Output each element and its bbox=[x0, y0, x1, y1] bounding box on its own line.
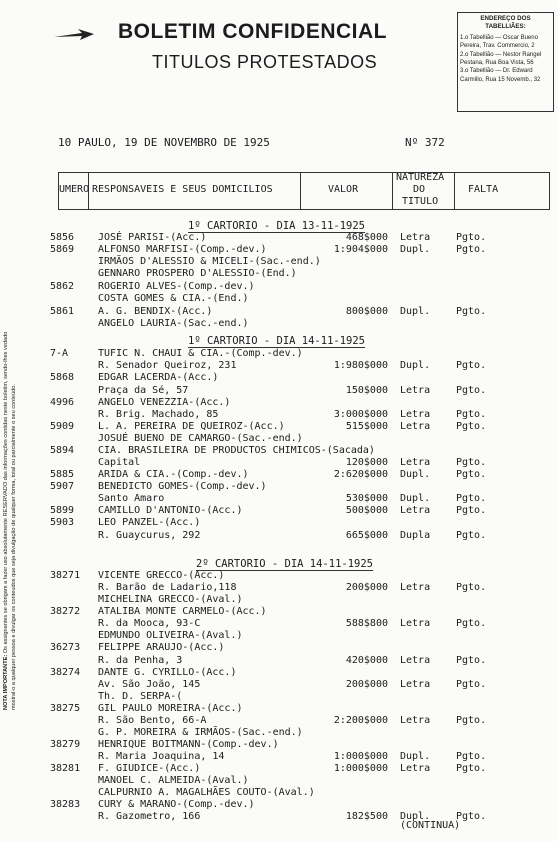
row-nature: Letra bbox=[400, 409, 431, 420]
row-reason: Pgto. bbox=[456, 618, 487, 629]
row-name: DANTE G. CYRILLO-(Acc.) bbox=[98, 667, 237, 678]
row-number: 5861 bbox=[50, 306, 75, 317]
row-name: CALPURNIO A. MAGALHÃES COUTO-(Aval.) bbox=[98, 787, 315, 798]
row-number: 5868 bbox=[50, 372, 75, 383]
table-row bbox=[0, 679, 558, 690]
row-value: 182$500 bbox=[345, 811, 388, 822]
row-reason: Pgto. bbox=[456, 385, 487, 396]
bulletin-title: BOLETIM CONFIDENCIAL bbox=[118, 20, 387, 43]
table-row bbox=[0, 481, 558, 492]
row-name: R. Guaycurus, 292 bbox=[98, 530, 201, 541]
row-value: 120$000 bbox=[345, 457, 388, 468]
arrow-icon bbox=[52, 28, 96, 42]
row-nature: Letra bbox=[400, 763, 431, 774]
row-name: BENEDICTO GOMES-(Comp.-dev.) bbox=[98, 481, 267, 492]
header-natureza: NATUREZA bbox=[396, 172, 445, 183]
row-value: 3:000$000 bbox=[333, 409, 388, 420]
side-notice-text-2: mostral-o a qualquer pessoa e divulgar os conteudos que seja divulgação de qualquer forma, total ou parcialmente o seu conteúdo. bbox=[11, 384, 17, 710]
row-name: R. da Mooca, 93-C bbox=[98, 618, 201, 629]
row-nature: Letra bbox=[400, 582, 431, 593]
row-number: 4996 bbox=[50, 397, 75, 408]
registry-title: ENDEREÇO DOS TABELLIÃES: bbox=[480, 15, 531, 31]
row-name: G. P. MOREIRA & IRMÃOS-(Sac.-end.) bbox=[98, 727, 303, 738]
row-number: 5862 bbox=[50, 281, 75, 292]
row-number: 5907 bbox=[50, 481, 75, 492]
registry-line: Pestana, Rua Boa Vista, 56 bbox=[460, 60, 534, 67]
continues-label: (CONTINUA) bbox=[400, 820, 461, 831]
row-number: 38274 bbox=[50, 667, 81, 678]
bulletin-number: Nº 372 bbox=[405, 136, 445, 149]
row-reason: Pgto. bbox=[456, 493, 487, 504]
table-row bbox=[0, 787, 558, 798]
row-reason: Pgto. bbox=[456, 409, 487, 420]
row-nature: Letra bbox=[400, 385, 431, 396]
header-falta: FALTA bbox=[468, 184, 499, 195]
row-reason: Pgto. bbox=[456, 232, 487, 243]
row-reason: Pgto. bbox=[456, 679, 487, 690]
side-notice-text-1: Os assignantes se obrigam a fazer uso absolutamente RESERVADO das informações contidas neste boletim, sendo-lhes vedado bbox=[3, 331, 9, 654]
side-notice-label: NOTA IMPORTANTE: bbox=[3, 654, 9, 710]
row-name: ARIDA & CIA.-(Comp.-dev.) bbox=[98, 469, 249, 480]
row-name: JOSUÉ BUENO DE CAMARGO-(Sac.-end.) bbox=[98, 433, 303, 444]
row-name: ANGELO VENEZZIA-(Acc.) bbox=[98, 397, 231, 408]
table-row bbox=[0, 775, 558, 786]
table-row bbox=[0, 727, 558, 738]
row-number: 5894 bbox=[50, 445, 75, 456]
row-nature: Letra bbox=[400, 679, 431, 690]
row-name: Praça da Sé, 57 bbox=[98, 385, 189, 396]
row-number: 38283 bbox=[50, 799, 81, 810]
row-value: 200$000 bbox=[345, 679, 388, 690]
header-numero: UMERO bbox=[59, 184, 90, 195]
header-valor: VALOR bbox=[328, 184, 359, 195]
table-row bbox=[0, 469, 558, 480]
table-row bbox=[0, 421, 558, 432]
row-nature: Letra bbox=[400, 232, 431, 243]
table-row bbox=[0, 715, 558, 726]
table-row bbox=[0, 372, 558, 383]
table-row bbox=[0, 655, 558, 666]
table-row bbox=[0, 306, 558, 317]
row-number: 38281 bbox=[50, 763, 81, 774]
row-name: MICHELINA GRECCO-(Aval.) bbox=[98, 594, 243, 605]
row-reason: Pgto. bbox=[456, 655, 487, 666]
registry-line: Carmillo, Rua 15 Novemb., 32 bbox=[460, 76, 541, 83]
table-row bbox=[0, 751, 558, 762]
table-row bbox=[0, 457, 558, 468]
table-row bbox=[0, 517, 558, 528]
row-name: ALFONSO MARFISI-(Comp.-dev.) bbox=[98, 244, 267, 255]
row-nature: Dupl. bbox=[400, 469, 431, 480]
row-reason: Pgto. bbox=[456, 505, 487, 516]
row-number: 38279 bbox=[50, 739, 81, 750]
row-name: CIA. BRASILEIRA DE PRODUCTOS CHIMICOS-(Sacada) bbox=[98, 445, 375, 456]
table-row bbox=[0, 763, 558, 774]
registry-line: 3.o Tabellião — Dr. Edward bbox=[460, 68, 533, 75]
row-reason: Pgto. bbox=[456, 244, 487, 255]
row-number: 38275 bbox=[50, 703, 81, 714]
row-nature: Dupl. bbox=[400, 811, 431, 822]
row-name: ATALIBA MONTE CARMELO-(Acc.) bbox=[98, 606, 267, 617]
section-heading: 1º CARTORIO - DIA 13-11-1925 bbox=[188, 220, 366, 232]
table-row bbox=[0, 667, 558, 678]
row-name: LEO PANZEL-(Acc.) bbox=[98, 517, 201, 528]
row-value: 515$000 bbox=[345, 421, 388, 432]
registry-line: 1.o Tabellião — Oscar Bueno bbox=[460, 34, 538, 41]
row-name: R. Maria Joaquina, 14 bbox=[98, 751, 225, 762]
row-reason: Pgto. bbox=[456, 530, 487, 541]
table-header bbox=[58, 172, 550, 210]
row-name: COSTA GOMES & CIA.-(End.) bbox=[98, 293, 249, 304]
table-row bbox=[0, 445, 558, 456]
row-name: TUFIC N. CHAUI & CIA.-(Comp.-dev.) bbox=[98, 348, 303, 359]
table-row bbox=[0, 703, 558, 714]
row-nature: Letra bbox=[400, 505, 431, 516]
section-heading: 1º CARTORIO - DIA 14-11-1925 bbox=[188, 335, 366, 347]
row-number: 5899 bbox=[50, 505, 75, 516]
row-nature: Letra bbox=[400, 715, 431, 726]
table-row bbox=[0, 232, 558, 243]
row-value: 2:200$000 bbox=[333, 715, 388, 726]
row-name: EDGAR LACERDA-(Acc.) bbox=[98, 372, 219, 383]
row-nature: Dupl. bbox=[400, 360, 431, 371]
row-name: Santo Amaro bbox=[98, 493, 165, 504]
row-number: 38271 bbox=[50, 570, 81, 581]
row-reason: Pgto. bbox=[456, 751, 487, 762]
row-value: 200$000 bbox=[345, 582, 388, 593]
table-row bbox=[0, 409, 558, 420]
table-row bbox=[0, 691, 558, 702]
table-row bbox=[0, 244, 558, 255]
row-reason: Pgto. bbox=[456, 457, 487, 468]
table-row bbox=[0, 293, 558, 304]
row-number: 7-A bbox=[50, 348, 69, 359]
table-row bbox=[0, 360, 558, 371]
table-row bbox=[0, 630, 558, 641]
row-name: EDMUNDO OLIVEIRA-(Aval.) bbox=[98, 630, 243, 641]
row-number: 5903 bbox=[50, 517, 75, 528]
table-row bbox=[0, 530, 558, 541]
row-name: R. da Penha, 3 bbox=[98, 655, 183, 666]
table-row bbox=[0, 739, 558, 750]
table-row bbox=[0, 582, 558, 593]
row-value: 530$000 bbox=[345, 493, 388, 504]
registry-line: Pereira, Trav. Commercio, 2 bbox=[460, 43, 535, 50]
bulletin-subtitle: TITULOS PROTESTADOS bbox=[152, 52, 378, 72]
table-row bbox=[0, 505, 558, 516]
table-row bbox=[0, 618, 558, 629]
row-value: 420$000 bbox=[345, 655, 388, 666]
row-name: A. G. BENDIX-(Acc.) bbox=[98, 306, 213, 317]
row-value: 1:000$000 bbox=[333, 751, 388, 762]
row-nature: Letra bbox=[400, 421, 431, 432]
row-reason: Pgto. bbox=[456, 469, 487, 480]
section-heading: 2º CARTORIO - DIA 14-11-1925 bbox=[196, 558, 374, 570]
row-number: 5856 bbox=[50, 232, 75, 243]
row-reason: Pgto. bbox=[456, 811, 487, 822]
row-name: Capital bbox=[98, 457, 141, 468]
row-name: Th. D. SERPA-( bbox=[98, 691, 183, 702]
header-natureza-do: DO bbox=[413, 184, 426, 195]
row-name: JOSÉ PARISI-(Acc.) bbox=[98, 232, 207, 243]
row-nature: Dupl. bbox=[400, 306, 431, 317]
row-value: 1:000$000 bbox=[333, 763, 388, 774]
table-row bbox=[0, 811, 558, 822]
row-nature: Letra bbox=[400, 655, 431, 666]
row-name: ROGERIO ALVES-(Comp.-dev.) bbox=[98, 281, 255, 292]
row-nature: Dupl. bbox=[400, 751, 431, 762]
row-reason: Pgto. bbox=[456, 715, 487, 726]
row-value: 1:904$000 bbox=[333, 244, 388, 255]
row-number: 38272 bbox=[50, 606, 81, 617]
row-name: MANOEL C. ALMEIDA-(Aval.) bbox=[98, 775, 249, 786]
row-value: 150$000 bbox=[345, 385, 388, 396]
table-row bbox=[0, 318, 558, 329]
row-value: 588$800 bbox=[345, 618, 388, 629]
row-nature: Dupla bbox=[400, 530, 431, 541]
row-value: 665$000 bbox=[345, 530, 388, 541]
row-name: FELIPPE ARAUJO-(Acc.) bbox=[98, 642, 225, 653]
row-number: 5909 bbox=[50, 421, 75, 432]
row-name: R. Gazometro, 166 bbox=[98, 811, 201, 822]
dateline: 10 PAULO, 19 DE NOVEMBRO DE 1925 bbox=[58, 136, 270, 149]
row-value: 800$000 bbox=[345, 306, 388, 317]
row-name: HENRIQUE BOITMANN-(Comp.-dev.) bbox=[98, 739, 279, 750]
row-value: 500$000 bbox=[345, 505, 388, 516]
row-number: 5885 bbox=[50, 469, 75, 480]
row-number: 36273 bbox=[50, 642, 81, 653]
row-reason: Pgto. bbox=[456, 763, 487, 774]
row-reason: Pgto. bbox=[456, 421, 487, 432]
row-value: 1:980$000 bbox=[333, 360, 388, 371]
table-row bbox=[0, 433, 558, 444]
table-row bbox=[0, 385, 558, 396]
header-natureza-titulo: TITULO bbox=[402, 196, 439, 207]
table-row bbox=[0, 281, 558, 292]
row-name: R. Brig. Machado, 85 bbox=[98, 409, 219, 420]
row-nature: Letra bbox=[400, 618, 431, 629]
row-name: F. GIUDICE-(Acc.) bbox=[98, 763, 201, 774]
row-name: CURY & MARANO-(Comp.-dev.) bbox=[98, 799, 255, 810]
row-nature: Dupl. bbox=[400, 493, 431, 504]
row-name: GENNARO PROSPERO D'ALESSIO-(End.) bbox=[98, 268, 297, 279]
row-name: R. Senador Queiroz, 231 bbox=[98, 360, 237, 371]
table-row bbox=[0, 256, 558, 267]
table-row bbox=[0, 493, 558, 504]
row-name: R. São Bento, 66-A bbox=[98, 715, 207, 726]
table-row bbox=[0, 594, 558, 605]
row-reason: Pgto. bbox=[456, 306, 487, 317]
header-responsaveis: RESPONSAVEIS E SEUS DOMICILIOS bbox=[92, 184, 273, 195]
table-row bbox=[0, 397, 558, 408]
row-value: 468$000 bbox=[345, 232, 388, 243]
table-row bbox=[0, 570, 558, 581]
table-row bbox=[0, 799, 558, 810]
registry-addresses-box bbox=[457, 12, 554, 112]
row-value: 2:620$000 bbox=[333, 469, 388, 480]
row-name: VICENTE GRECCO-(Acc.) bbox=[98, 570, 225, 581]
table-row bbox=[0, 606, 558, 617]
row-name: ANGELO LAURIA-(Sac.-end.) bbox=[98, 318, 249, 329]
row-name: IRMÃOS D'ALESSIO & MICELI-(Sac.-end.) bbox=[98, 256, 321, 267]
row-nature: Letra bbox=[400, 457, 431, 468]
table-row bbox=[0, 348, 558, 359]
row-nature: Dupl. bbox=[400, 244, 431, 255]
row-name: Av. São João, 145 bbox=[98, 679, 201, 690]
table-row bbox=[0, 642, 558, 653]
row-name: CAMILLO D'ANTONIO-(Acc.) bbox=[98, 505, 243, 516]
row-reason: Pgto. bbox=[456, 582, 487, 593]
row-name: R. Barão de Ladario,118 bbox=[98, 582, 237, 593]
row-name: GIL PAULO MOREIRA-(Acc.) bbox=[98, 703, 243, 714]
registry-line: 2.o Tabellião — Nestor Rangel bbox=[460, 51, 542, 58]
row-reason: Pgto. bbox=[456, 360, 487, 371]
table-row bbox=[0, 268, 558, 279]
row-name: L. A. PEREIRA DE QUEIROZ-(Acc.) bbox=[98, 421, 285, 432]
row-number: 5869 bbox=[50, 244, 75, 255]
